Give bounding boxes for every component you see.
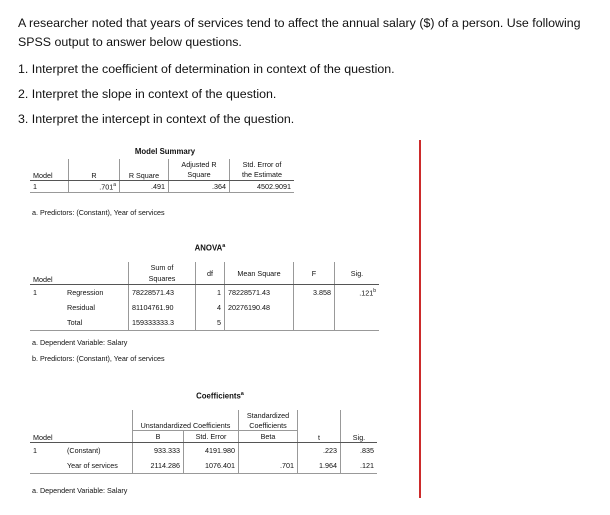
- anova-title: ANOVA$^a$: [194, 243, 226, 253]
- coef-cell-label: Year of services: [64, 458, 133, 474]
- ms-header-adj-1: Adjusted R: [169, 159, 230, 170]
- ms-header-r: R: [69, 159, 120, 181]
- coef-header-sig: Sig.: [341, 410, 378, 443]
- coef-header-b: B: [133, 431, 184, 443]
- model-summary-output: [30, 145, 330, 225]
- table-row: [30, 181, 294, 193]
- table-row: [30, 285, 379, 301]
- ms-cell-adj-r-square: .364: [169, 181, 230, 193]
- table-row: [30, 443, 377, 459]
- coef-cell-se: 1076.401: [184, 458, 239, 474]
- red-margin-line: [419, 140, 421, 498]
- question-item-2: 2. Interpret the slope in context of the question.: [18, 87, 277, 101]
- question-item-3: 3. Interpret the intercept in context of the question.: [18, 112, 295, 126]
- anova-output: [30, 240, 410, 370]
- model-summary-title: Model Summary: [134, 147, 196, 156]
- anova-cell-ms: [225, 315, 294, 331]
- anova-cell-f: 3.858: [294, 285, 335, 301]
- anova-cell-label: Regression: [67, 288, 104, 297]
- coefficients-output: [30, 388, 420, 503]
- anova-cell-f: [294, 315, 335, 331]
- ms-header-model: Model: [30, 159, 69, 181]
- anova-footnote-b: b. Predictors: (Constant), Year of services: [32, 354, 165, 363]
- anova-cell-f: [294, 300, 335, 315]
- anova-footnote-a: a. Dependent Variable: Salary: [32, 338, 128, 347]
- anova-header-df: df: [196, 262, 225, 285]
- coef-cell-t: .223: [298, 443, 341, 459]
- coef-cell-sig: .121: [341, 458, 378, 474]
- coef-header-std-1: Standardized: [239, 410, 298, 420]
- anova-cell-df: 4: [196, 300, 225, 315]
- anova-cell-df: 1: [196, 285, 225, 301]
- anova-header-f: F: [294, 262, 335, 285]
- table-row: [30, 300, 379, 315]
- coefficients-table: [30, 410, 377, 474]
- coef-cell-model: 1: [33, 446, 37, 455]
- coef-header-beta: Beta: [239, 431, 298, 443]
- table-row: [30, 458, 377, 474]
- anova-cell-model: [30, 315, 64, 331]
- anova-cell-label: Residual: [67, 303, 95, 312]
- anova-cell-label: Total: [64, 315, 129, 331]
- coef-header-std-2: Coefficients: [239, 420, 298, 431]
- anova-header-model: Model: [30, 262, 129, 285]
- coef-cell-t: 1.964: [298, 458, 341, 474]
- anova-cell-ss: 78228571.43: [129, 285, 196, 301]
- ms-footnote: a. Predictors: (Constant), Year of services: [32, 208, 165, 217]
- anova-cell-ss: 81104761.90: [129, 300, 196, 315]
- coef-cell-label: (Constant): [67, 446, 101, 455]
- ms-cell-std-error: 4502.9091: [230, 181, 295, 193]
- anova-header-ss-2: Squares: [129, 272, 196, 284]
- ms-header-se-1: Std. Error of: [230, 159, 295, 170]
- coef-header-model: Model: [30, 410, 133, 443]
- anova-table: [30, 262, 379, 331]
- ms-header-adj-2: Square: [169, 170, 230, 181]
- anova-cell-sig: [335, 300, 380, 315]
- coef-cell-beta: .701: [239, 458, 298, 474]
- coef-cell-sig: .835: [341, 443, 378, 459]
- anova-cell-sig: [335, 315, 380, 331]
- table-row: [30, 315, 379, 331]
- anova-cell-ms: 78228571.43: [225, 285, 294, 301]
- ms-cell-model: 1: [30, 181, 69, 193]
- ms-cell-r-square: .491: [120, 181, 169, 193]
- question-intro: A researcher noted that years of services tend to affect the annual salary ($) of a person. Use following SPSS output to answer below questions.: [18, 16, 581, 49]
- coef-cell-b: 933.333: [133, 443, 184, 459]
- coef-cell-beta: [239, 443, 298, 459]
- ms-cell-r: .701$^a$: [69, 181, 120, 193]
- anova-cell-model: [30, 300, 64, 315]
- anova-header-ms: Mean Square: [225, 262, 294, 285]
- anova-cell-ms: 20276190.48: [225, 300, 294, 315]
- coef-cell-b: 2114.286: [133, 458, 184, 474]
- coef-header-unstd: Unstandardized Coefficients: [133, 410, 239, 431]
- coefficients-title: Coefficients$^a$: [196, 391, 244, 401]
- coef-header-se: Std. Error: [184, 431, 239, 443]
- coef-header-t: t: [298, 410, 341, 443]
- coef-cell-se: 4191.980: [184, 443, 239, 459]
- anova-cell-ss: 159333333.3: [129, 315, 196, 331]
- anova-cell-sig: .121$^b$: [335, 285, 380, 301]
- ms-header-se-2: the Estimate: [230, 170, 295, 181]
- anova-cell-model: 1: [33, 288, 37, 297]
- coef-footnote: a. Dependent Variable: Salary: [32, 486, 128, 495]
- anova-cell-df: 5: [196, 315, 225, 331]
- model-summary-table: [30, 159, 294, 193]
- ms-header-r-square: R Square: [120, 159, 169, 181]
- question-item-1: 1. Interpret the coefficient of determination in context of the question.: [18, 62, 395, 76]
- anova-header-ss-1: Sum of: [129, 262, 196, 272]
- coef-cell-model: [30, 458, 64, 474]
- anova-header-sig: Sig.: [335, 262, 380, 285]
